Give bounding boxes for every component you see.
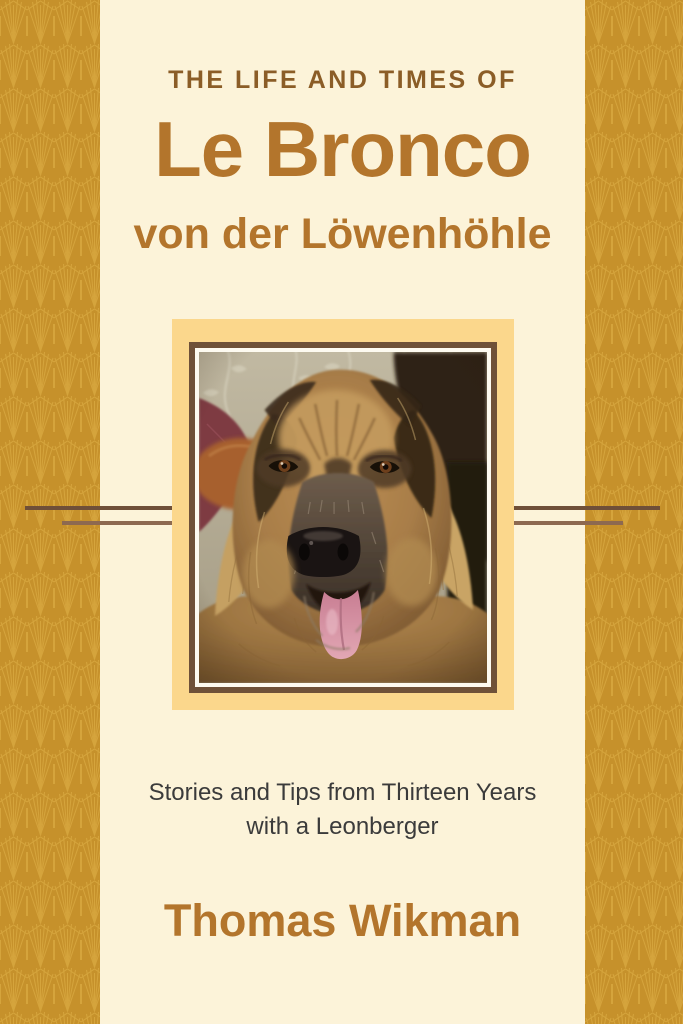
tagline-line-2: with a Leonberger — [246, 813, 439, 840]
right-border-pattern — [585, 0, 683, 1024]
tagline — [100, 776, 585, 844]
dog-photo — [199, 352, 487, 683]
left-border-pattern — [0, 0, 100, 1024]
divider-rule-right-lower — [514, 521, 623, 525]
photo-mat — [189, 342, 497, 693]
book-title-line2: von der Löwenhöhle — [133, 210, 552, 258]
author-name: Thomas Wikman — [163, 895, 522, 946]
cover-panel — [100, 0, 585, 1024]
book-title: Le Bronco — [154, 105, 531, 193]
photo-frame — [172, 319, 514, 710]
series-title: THE LIFE AND TIMES OF — [168, 66, 517, 94]
divider-rule-left-lower — [62, 521, 172, 525]
divider-rule-left-upper — [25, 506, 172, 510]
divider-rule-right-upper — [514, 506, 660, 510]
tagline-line-1: Stories and Tips from Thirteen Years — [148, 779, 537, 806]
